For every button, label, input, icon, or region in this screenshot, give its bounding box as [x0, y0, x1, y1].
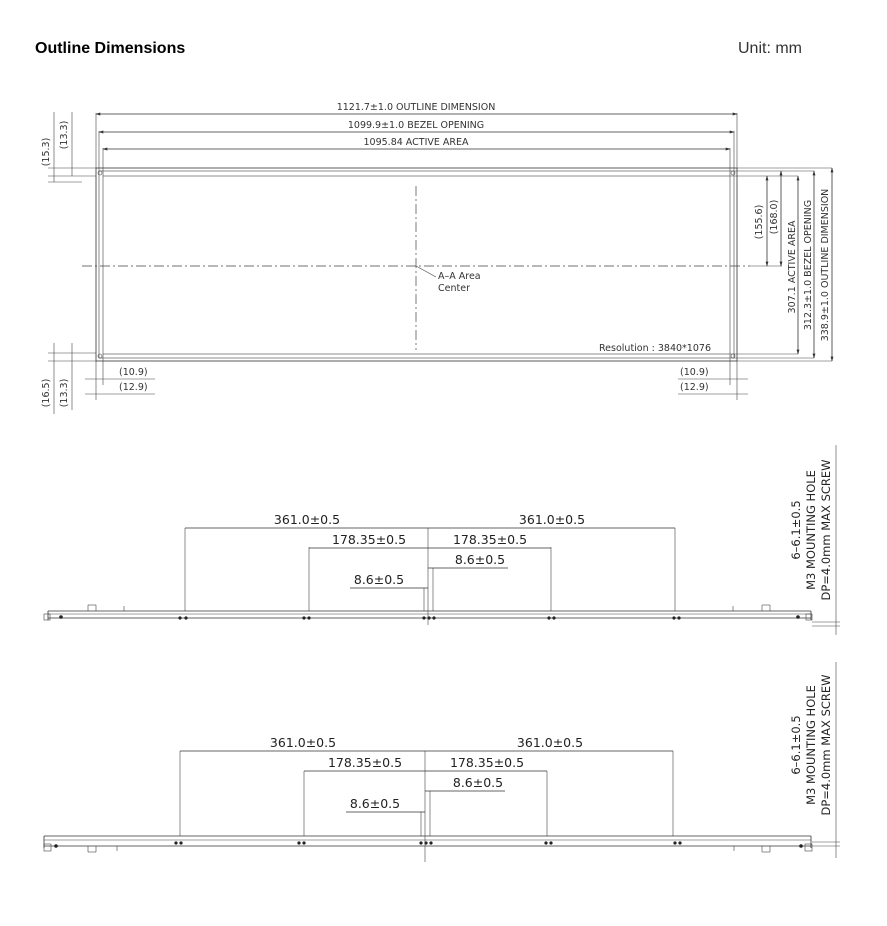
top-half-left: 178.35±0.5	[331, 532, 407, 547]
right-outline-dimension: 338.9±1.0 OUTLINE DIMENSION	[820, 188, 831, 342]
top-span-right: 361.0±0.5	[518, 512, 586, 527]
bottom-note-3: DP=4.0mm MAX SCREW	[819, 674, 833, 816]
right-bezel-opening: 312.3±1.0 BEZEL OPENING	[803, 199, 814, 331]
bottom-span-right: 361.0±0.5	[516, 735, 584, 750]
bottom-right-inner: (10.9)	[680, 367, 709, 378]
right-155: (155.6)	[754, 204, 765, 240]
active-area-label: 1095.84 ACTIVE AREA	[363, 137, 469, 148]
bottom-note-1: 6–6.1±0.5	[789, 715, 803, 775]
right-168: (168.0)	[769, 199, 780, 235]
outline-rect	[96, 168, 737, 361]
bottom-left-outer: (12.9)	[119, 382, 148, 393]
right-active-area: 307.1 ACTIVE AREA	[787, 220, 798, 314]
bottom-right-outer: (12.9)	[680, 382, 709, 393]
bottom-note-2: M3 MOUNTING HOLE	[804, 685, 818, 805]
bottom-half-right: 178.35±0.5	[449, 755, 525, 770]
top-note-2: M3 MOUNTING HOLE	[804, 470, 818, 590]
bottom-left-inner: (10.9)	[119, 367, 148, 378]
resolution-label: Resolution : 3840*1076	[599, 343, 711, 354]
top-note-3: DP=4.0mm MAX SCREW	[819, 459, 833, 601]
bottom-small-right: 8.6±0.5	[452, 775, 504, 790]
bottom-half-left: 178.35±0.5	[327, 755, 403, 770]
active-rect	[103, 176, 730, 354]
top-small-left: 8.6±0.5	[353, 572, 405, 587]
top-half-right: 178.35±0.5	[452, 532, 528, 547]
bottom-span-left: 361.0±0.5	[269, 735, 337, 750]
top-small-right: 8.6±0.5	[454, 552, 506, 567]
top-span-left: 361.0±0.5	[273, 512, 341, 527]
center-label-1: A–A Area	[438, 271, 481, 282]
page-title: Outline Dimensions	[35, 40, 186, 57]
bottom-small-left: 8.6±0.5	[349, 796, 401, 811]
side-view-bottom	[44, 662, 840, 862]
bezel-opening-label: 1099.9±1.0 BEZEL OPENING	[347, 120, 485, 131]
front-view	[41, 100, 832, 414]
outline-dimension-label: 1121.7±1.0 OUTLINE DIMENSION	[336, 102, 496, 113]
center-label-2: Center	[438, 283, 470, 294]
left-top-inner: (13.3)	[59, 120, 70, 150]
bezel-rect	[99, 171, 734, 358]
left-bottom-outer: (16.5)	[41, 378, 52, 408]
left-bottom-inner: (13.3)	[59, 378, 70, 408]
left-top-outer: (15.3)	[41, 137, 52, 167]
top-note-1: 6–6.1±0.5	[789, 500, 803, 560]
unit-label: Unit: mm	[738, 40, 802, 57]
side-view-top	[44, 445, 840, 635]
